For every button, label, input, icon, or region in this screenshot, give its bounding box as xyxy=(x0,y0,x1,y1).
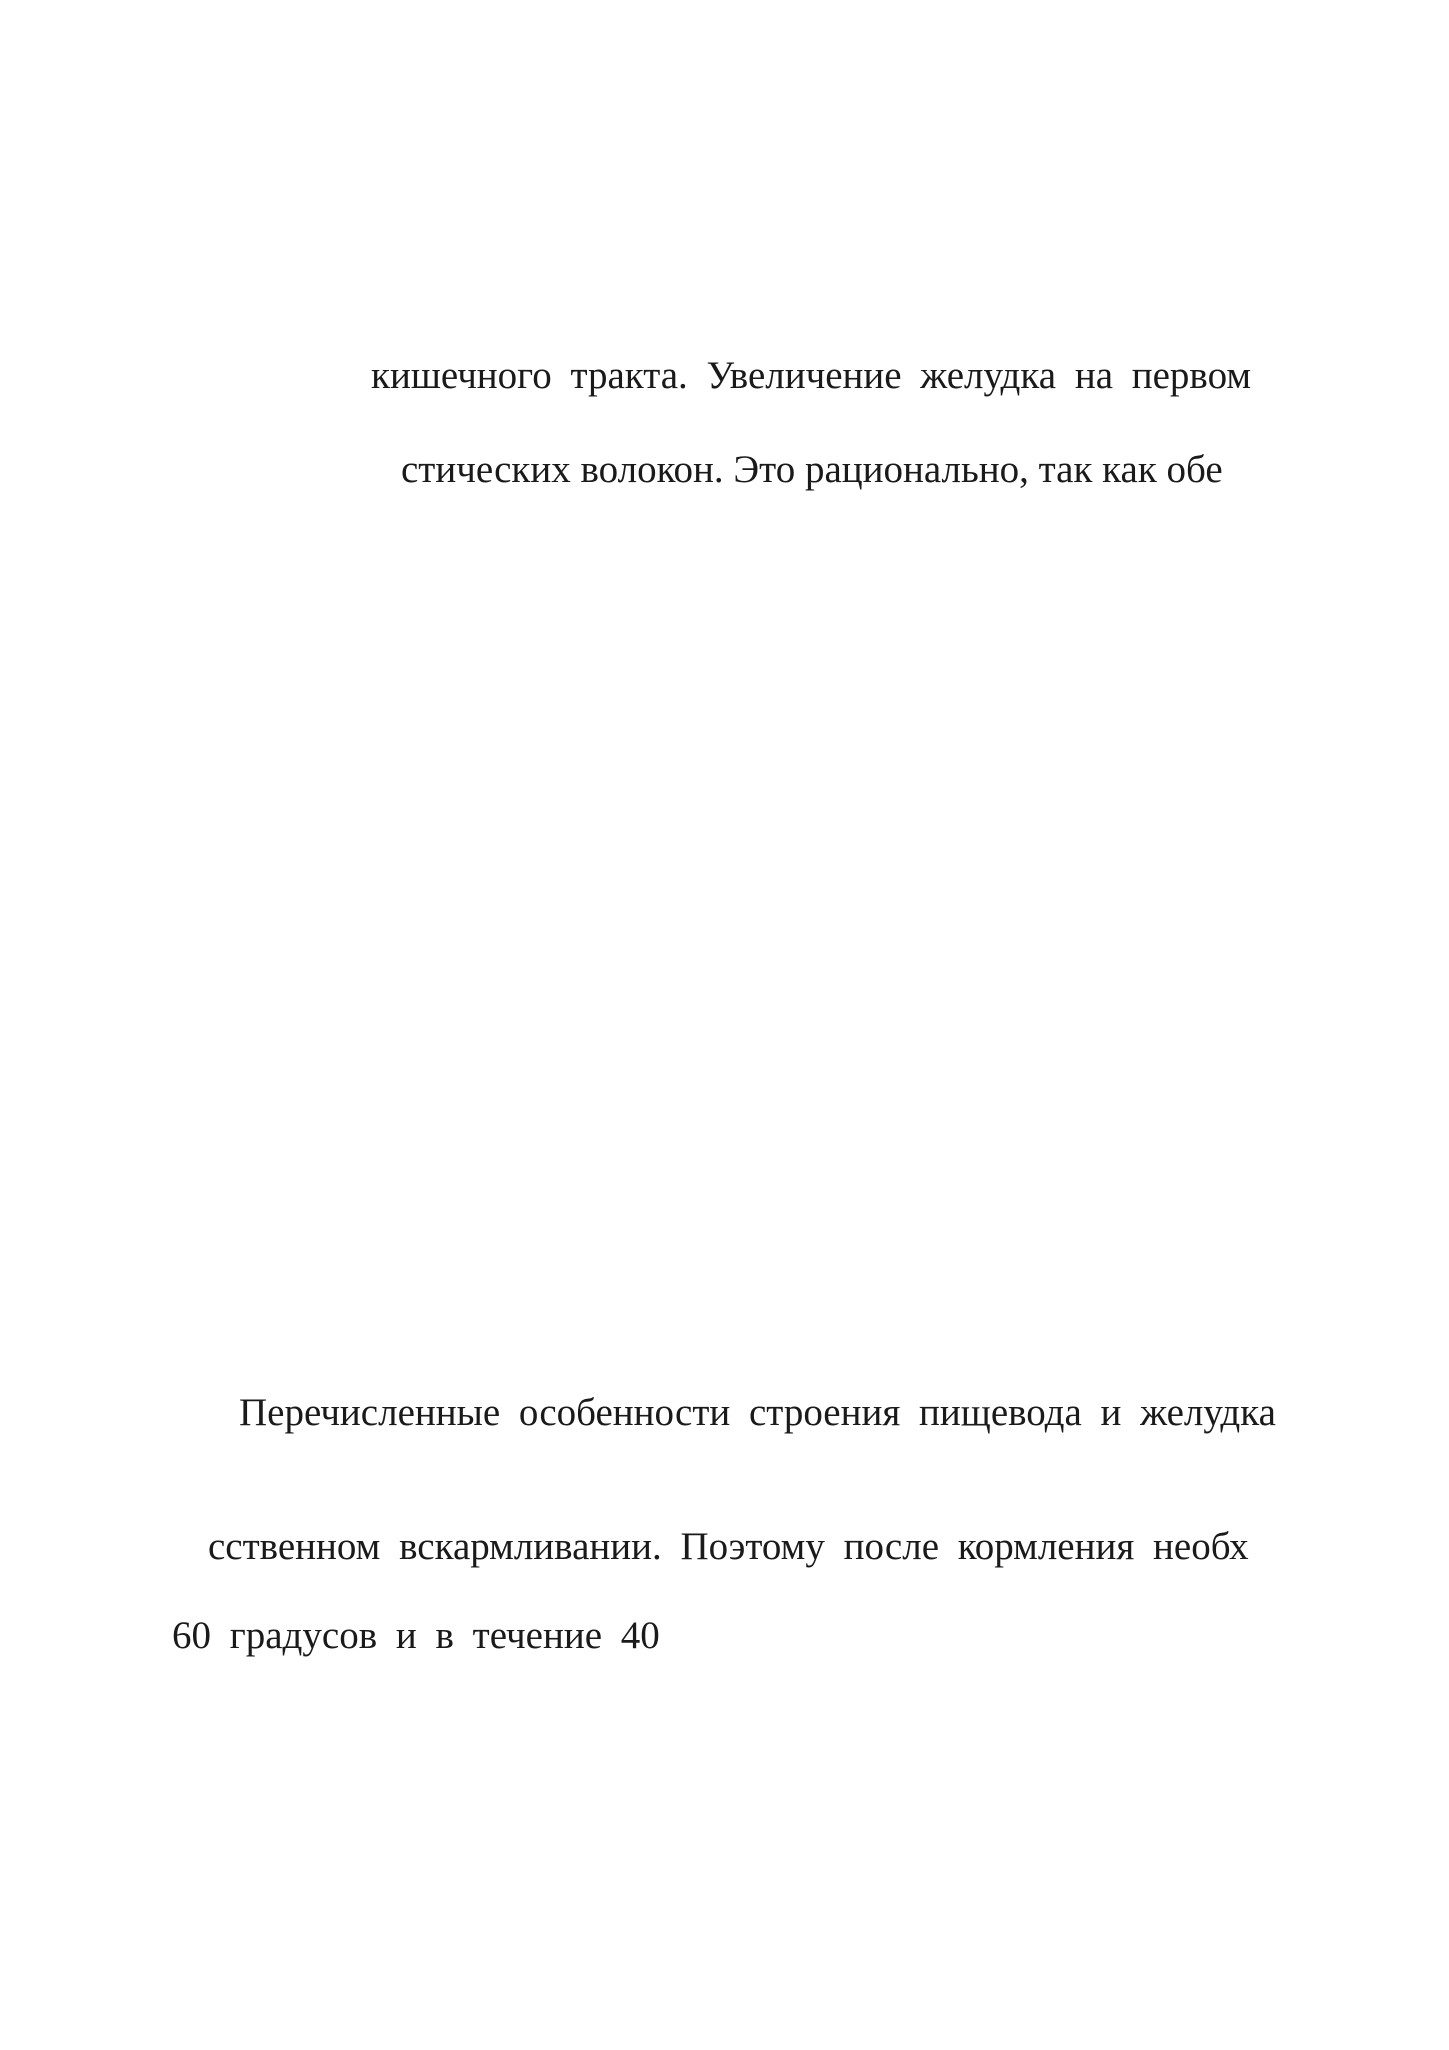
text-line-2: стических волокон. Это рационально, так как обе xyxy=(401,448,1223,491)
text-line-3: Перечисленные особенности строения пищевода и желудка xyxy=(239,1391,1276,1434)
text-line-4: сственном вскармливании. Поэтому после кормления необх xyxy=(208,1525,1249,1568)
text-line-5: 60 градусов и в течение 40 xyxy=(172,1614,660,1657)
text-line-1: кишечного тракта. Увеличение желудка на первом xyxy=(371,354,1252,397)
